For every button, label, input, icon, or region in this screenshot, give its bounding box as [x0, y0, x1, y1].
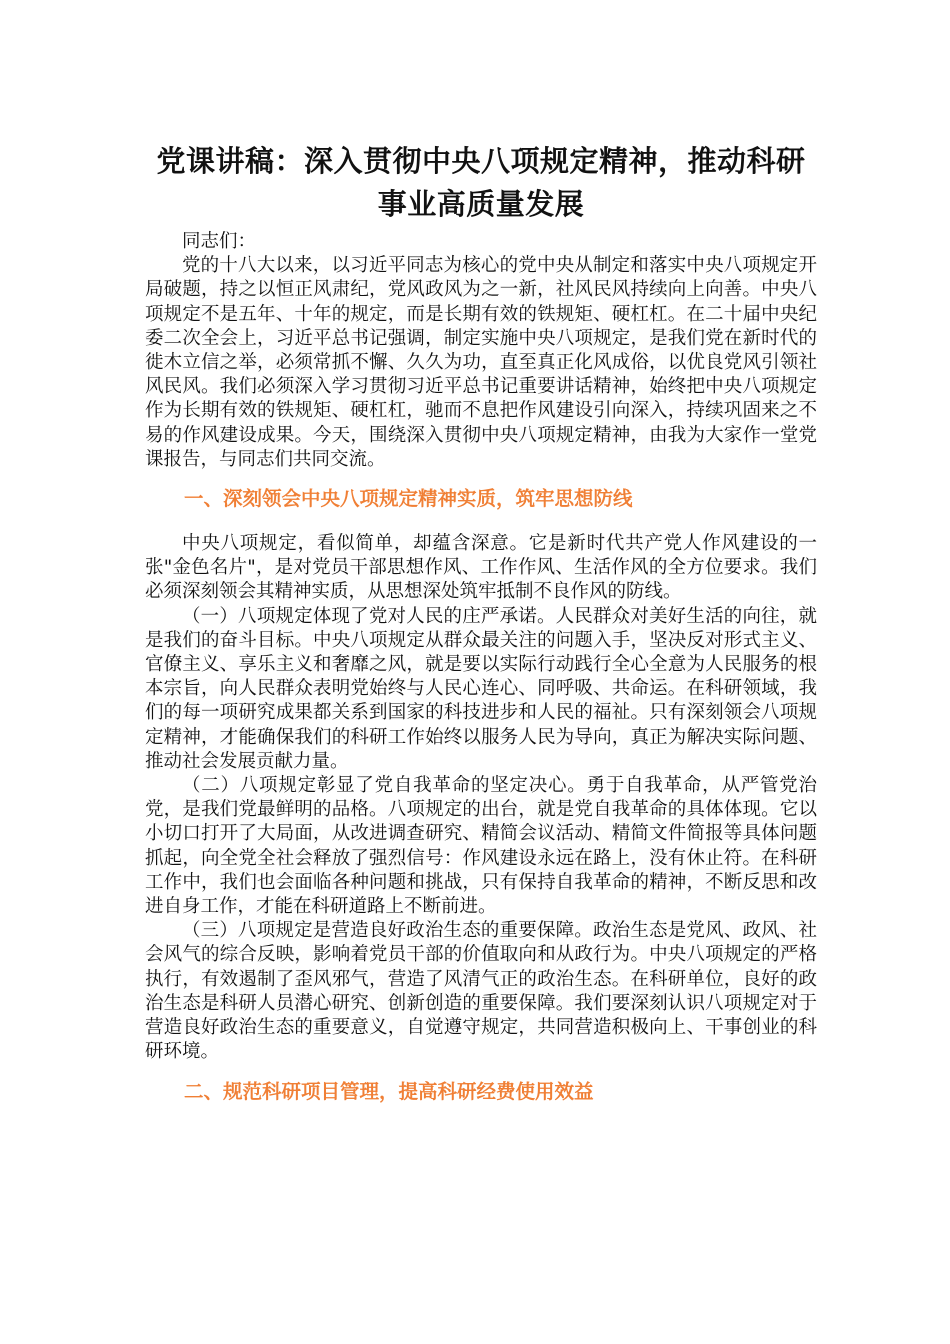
- title-line-2: 事业高质量发展: [377, 187, 585, 221]
- section-1-heading: 一、深刻领会中央八项规定精神实质，筑牢思想防线: [184, 487, 633, 511]
- section-1-point-3: （三）八项规定是营造良好政治生态的重要保障。政治生态是党风、政风、社会风气的综合反映，影响着党员干部的价值取向和从政行为。中央八项规定的严格执行，有效遏制了歪风邪气，营造了风清气正的政治生态。在科研单位，良好的政治生态是科研人员潜心研究、创新创造的重要保障。我们要深刻认识八项规定对于营造良好政治生态的重要意义，自觉遵守规定，共同营造积极向上、干事创业的科研环境。: [145, 920, 817, 1063]
- intro-paragraph: 党的十八大以来，以习近平同志为核心的党中央从制定和落实中央八项规定开局破题，持之以恒正风肃纪，党风政风为之一新，社风民风持续向上向善。中央八项规定不是五年、十年的规定，而是长期有效的铁规矩、硬杠杠。在二十届中央纪委二次全会上，习近平总书记强调，制定实施中央八项规定，是我们党在新时代的徙木立信之举，必须常抓不懈、久久为功，直至真正化风成俗，以优良党风引领社风民风。我们必须深入学习贯彻习近平总书记重要讲话精神，始终把中央八项规定作为长期有效的铁规矩、硬杠杠，驰而不息把作风建设引向深入，持续巩固来之不易的作风建设成果。今天，围绕深入贯彻中央八项规定精神，由我为大家作一堂党课报告，与同志们共同交流。: [145, 255, 817, 470]
- section-2-heading: 二、规范科研项目管理，提高科研经费使用效益: [184, 1079, 594, 1103]
- document-body: [145, 230, 817, 1111]
- section-1-point-2: （二）八项规定彰显了党自我革命的坚定决心。勇于自我革命，从严管党治党，是我们党最鲜明的品格。八项规定的出台，就是党自我革命的具体体现。它以小切口打开了大局面，从改进调查研究、精简会议活动、精简文件简报等具体问题抓起，向全党全社会释放了强烈信号：作风建设永远在路上，没有休止符。在科研工作中，我们也会面临各种问题和挑战，只有保持自我革命的精神，不断反思和改进自身工作，才能在科研道路上不断前进。: [145, 775, 817, 918]
- section-1-point-1: （一）八项规定体现了党对人民的庄严承诺。人民群众对美好生活的向往，就是我们的奋斗目标。中央八项规定从群众最关注的问题入手，坚决反对形式主义、官僚主义、享乐主义和奢靡之风，就是要以实际行动践行全心全意为人民服务的根本宗旨，向人民群众表明党始终与人民心连心、同呼吸、共命运。在科研领域，我们的每一项研究成果都关系到国家的科技进步和人民的福祉。只有深刻领会八项规定精神，才能确保我们的科研工作始终以服务人民为导向，真正为解决实际问题、推动社会发展贡献力量。: [145, 605, 817, 772]
- document-title: [145, 140, 817, 226]
- document-page: [145, 140, 817, 1121]
- section-1-lead-paragraph: 中央八项规定，看似简单，却蕴含深意。它是新时代共产党人作风建设的一张"金色名片"，是对党员干部思想作风、工作作风、生活作风的全方位要求。我们必须深刻领会其精神实质，从思想深处筑牢抵制不良作风的防线。: [145, 533, 817, 603]
- greeting: 同志们：: [182, 231, 257, 252]
- title-line-1: 党课讲稿：深入贯彻中央八项规定精神，推动科研: [156, 144, 806, 178]
